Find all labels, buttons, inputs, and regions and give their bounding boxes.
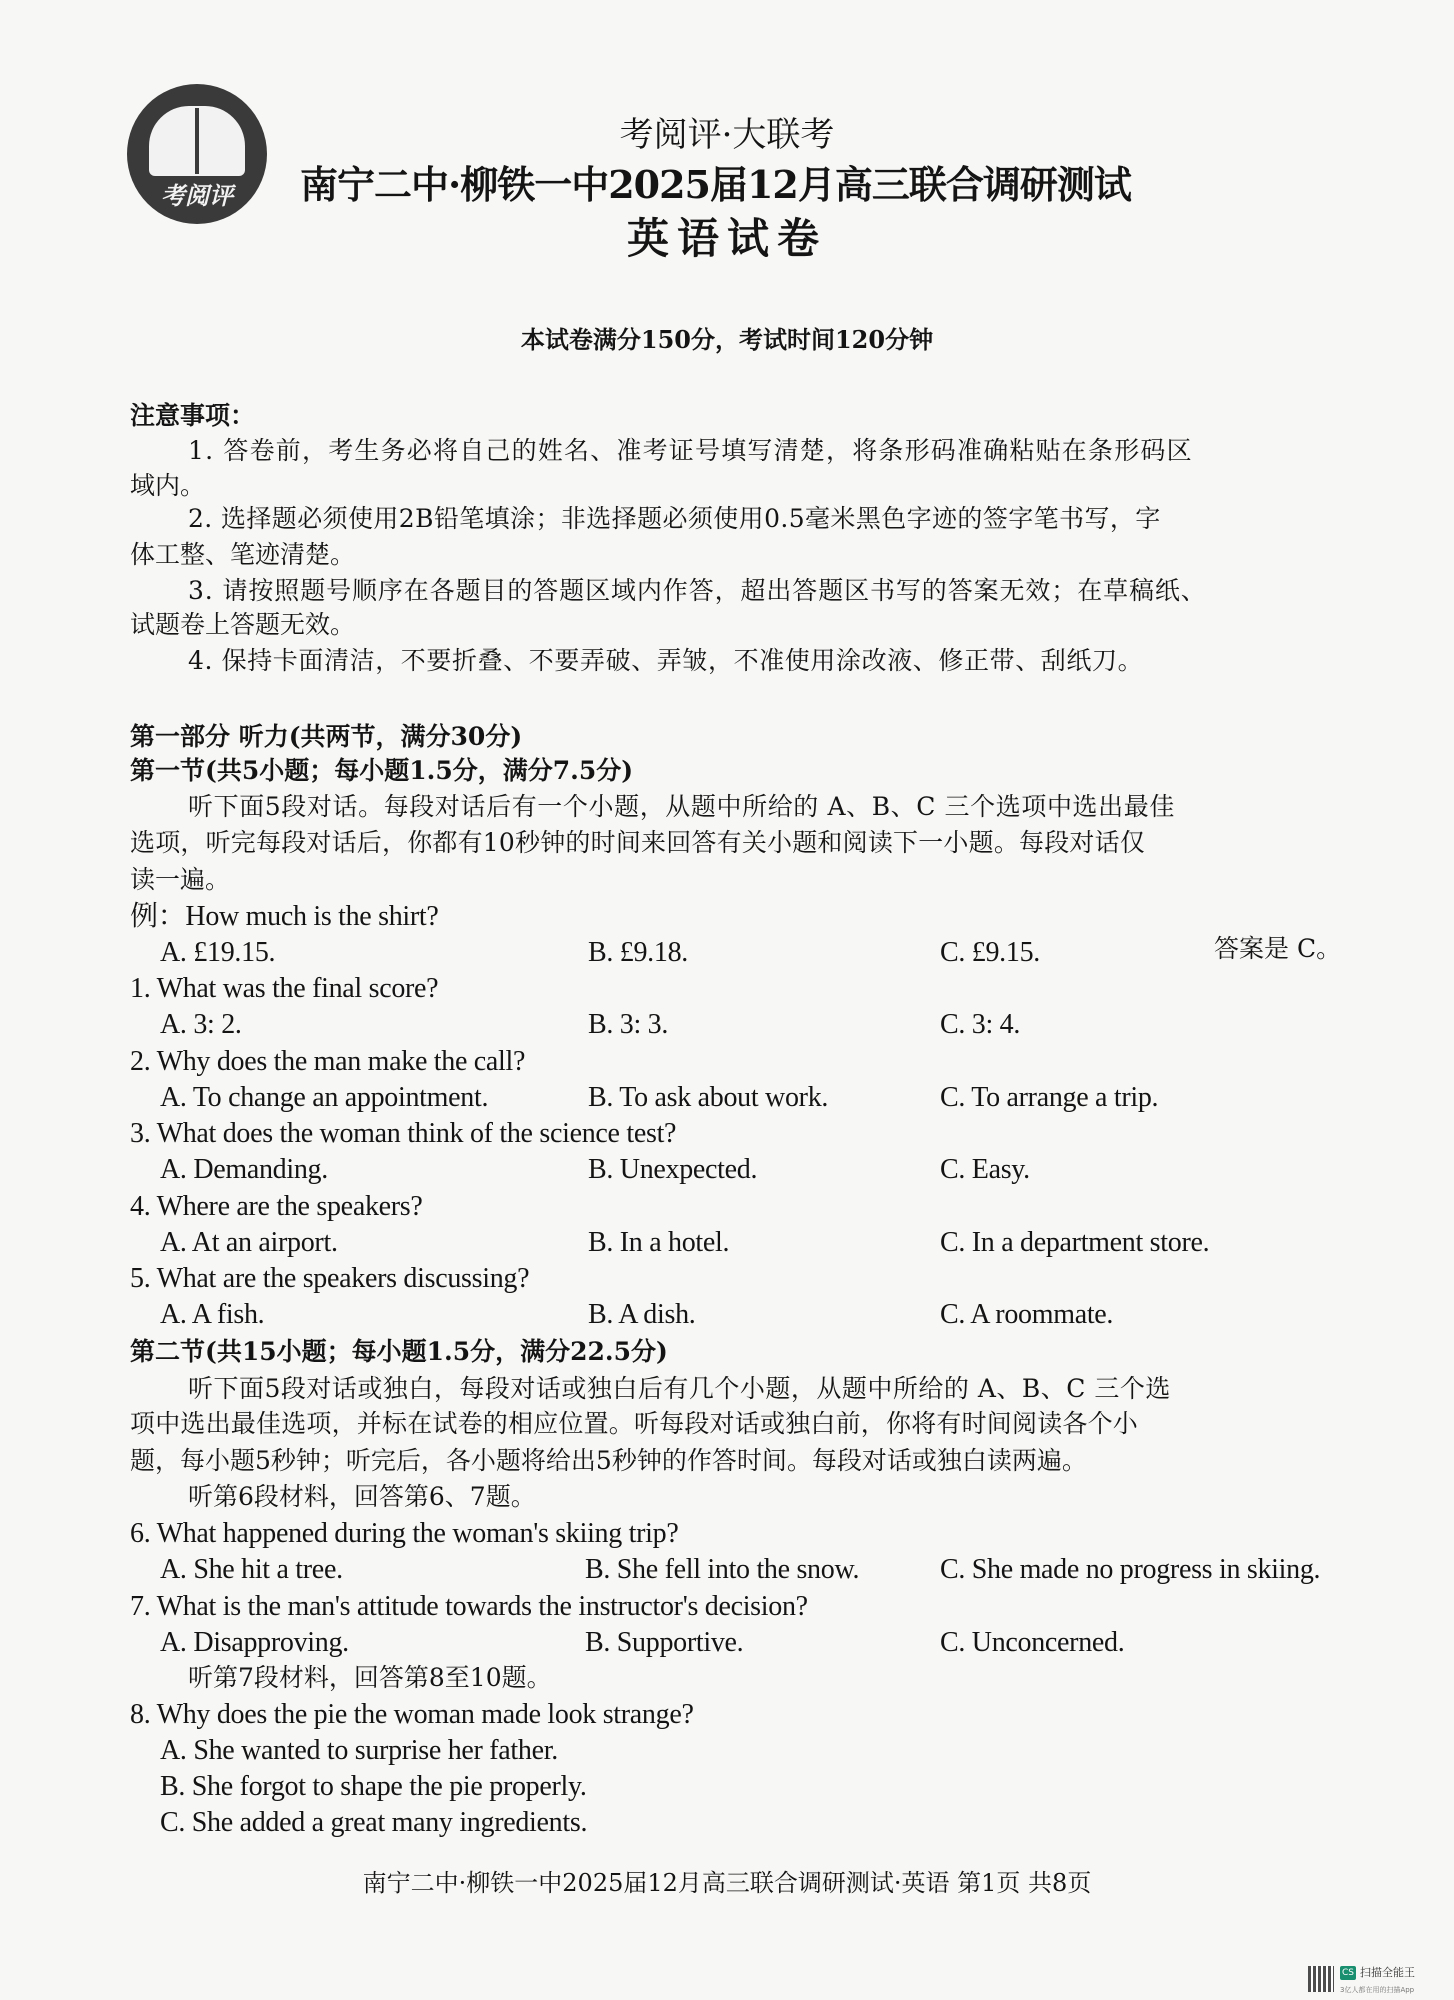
option-c: C. Unconcerned. <box>940 1627 1125 1658</box>
notice-line: 4. 保持卡面清洁，不要折叠、不要弄破、弄皱，不准使用涂改液、修正带、刮纸刀。 <box>188 646 1144 675</box>
notice-line: 1. 答卷前，考生务必将自己的姓名、准考证号填写清楚，将条形码准确粘贴在条形码区 <box>188 436 1193 465</box>
question-6: 6. What happened during the woman's skiing trip? <box>130 1518 679 1549</box>
option-a: A. A fish. <box>160 1299 265 1330</box>
part1-heading: 第一部分 听力(共两节，满分30分) <box>130 722 523 751</box>
page-footer: 南宁二中·柳铁一中2025届12月高三联合调研测试·英语 第1页 共8页 <box>362 1869 1092 1897</box>
scanner-badge: CS <box>1342 1968 1354 1978</box>
question-4: 4. Where are the speakers? <box>130 1190 423 1222</box>
instruction-line: 听下面5段对话。每段对话后有一个小题，从题中所给的 A、B、C 三个选项中选出最佳 <box>188 792 1175 821</box>
question-7: 7. What is the man's attitude towards the instructor's decision? <box>130 1591 808 1622</box>
notice-line: 体工整、笔迹清楚。 <box>130 540 356 569</box>
option-c: C. To arrange a trip. <box>940 1081 1159 1113</box>
option-b: B. 3: 3. <box>588 1009 669 1040</box>
option-b: B. She fell into the snow. <box>585 1554 860 1585</box>
question-8: 8. Why does the pie the woman made look strange? <box>130 1699 694 1730</box>
material-7-note: 听第7段材料，回答第8至10题。 <box>188 1663 552 1692</box>
option-c: C. 3: 4. <box>940 1009 1021 1040</box>
material-6-note: 听第6段材料，回答第6、7题。 <box>188 1482 536 1511</box>
option-b: B. In a hotel. <box>588 1226 730 1258</box>
notice-heading: 注意事项： <box>130 401 256 430</box>
option-b: B. Unexpected. <box>588 1154 758 1185</box>
option-c: C. A roommate. <box>940 1299 1114 1330</box>
question-2: 2. Why does the man make the call? <box>130 1045 526 1077</box>
exam-logo <box>127 84 267 224</box>
section2-heading: 第二节(共15小题；每小题1.5分，满分22.5分) <box>130 1337 668 1366</box>
example-question: 例：How much is the shirt? <box>130 901 439 932</box>
scanner-name: 扫描全能王 <box>1360 1966 1415 1979</box>
instruction-line: 听下面5段对话或独白，每段对话或独白后有几个小题，从题中所给的 A、B、C 三个选 <box>188 1374 1171 1403</box>
qr-code-icon <box>1308 1966 1334 1992</box>
option-a: A. To change an appointment. <box>160 1081 489 1113</box>
option-b: B. Supportive. <box>585 1627 744 1658</box>
option-a: A. She hit a tree. <box>160 1554 343 1585</box>
instruction-line: 读一遍。 <box>130 865 231 894</box>
notice-line: 试题卷上答题无效。 <box>130 610 356 639</box>
option-a: A. Disapproving. <box>160 1627 349 1658</box>
instruction-line: 选项，听完每段对话后，你都有10秒钟的时间来回答有关小题和阅读下一小题。每段对话仅 <box>130 828 1146 857</box>
option-a: A. At an airport. <box>160 1226 338 1258</box>
option-b: B. A dish. <box>588 1299 696 1330</box>
notice-line: 域内。 <box>130 471 206 500</box>
question-1: 1. What was the final score? <box>130 973 439 1004</box>
example-option-c: C. £9.15. <box>940 937 1040 968</box>
option-b: B. She forgot to shape the pie properly. <box>160 1771 587 1802</box>
option-c: C. She added a great many ingredients. <box>160 1807 588 1838</box>
option-a: A. 3: 2. <box>160 1009 242 1040</box>
example-answer: 答案是 C。 <box>1214 934 1342 963</box>
question-3: 3. What does the woman think of the science test? <box>130 1118 677 1149</box>
option-a: A. She wanted to surprise her father. <box>160 1735 558 1766</box>
exam-title: 南宁二中·柳铁一中2025届12月高三联合调研测试 <box>300 162 1131 207</box>
instruction-line: 题，每小题5秒钟；听完后，各小题将给出5秒钟的作答时间。每段对话或独白读两遍。 <box>130 1446 1087 1475</box>
subject-title: 英语试卷 <box>626 214 827 263</box>
instruction-line: 项中选出最佳选项，并标在试卷的相应位置。听每段对话或独白前，你将有时间阅读各个小 <box>130 1409 1139 1438</box>
question-5: 5. What are the speakers discussing? <box>130 1263 530 1294</box>
score-time: 本试卷满分150分，考试时间120分钟 <box>520 325 934 354</box>
option-c: C. In a department store. <box>940 1226 1210 1258</box>
notice-line: 2. 选择题必须使用2B铅笔填涂；非选择题必须使用0.5毫米黑色字迹的签字笔书写，字 <box>188 504 1161 533</box>
option-a: A. Demanding. <box>160 1154 328 1185</box>
option-c: C. She made no progress in skiing. <box>940 1554 1321 1585</box>
series-title: 考阅评·大联考 <box>619 115 835 155</box>
section1-heading: 第一节(共5小题；每小题1.5分，满分7.5分) <box>130 756 634 785</box>
example-option-a: A. £19.15. <box>160 937 276 968</box>
logo-text: 考阅评 <box>161 181 233 210</box>
notice-line: 3. 请按照题号顺序在各题目的答题区域内作答，超出答题区书写的答案无效；在草稿纸、 <box>188 576 1207 605</box>
option-c: C. Easy. <box>940 1154 1030 1185</box>
example-option-b: B. £9.18. <box>588 937 688 968</box>
option-b: B. To ask about work. <box>588 1081 829 1113</box>
scanner-subtitle: 3亿人都在用的扫描App <box>1340 1986 1415 1994</box>
